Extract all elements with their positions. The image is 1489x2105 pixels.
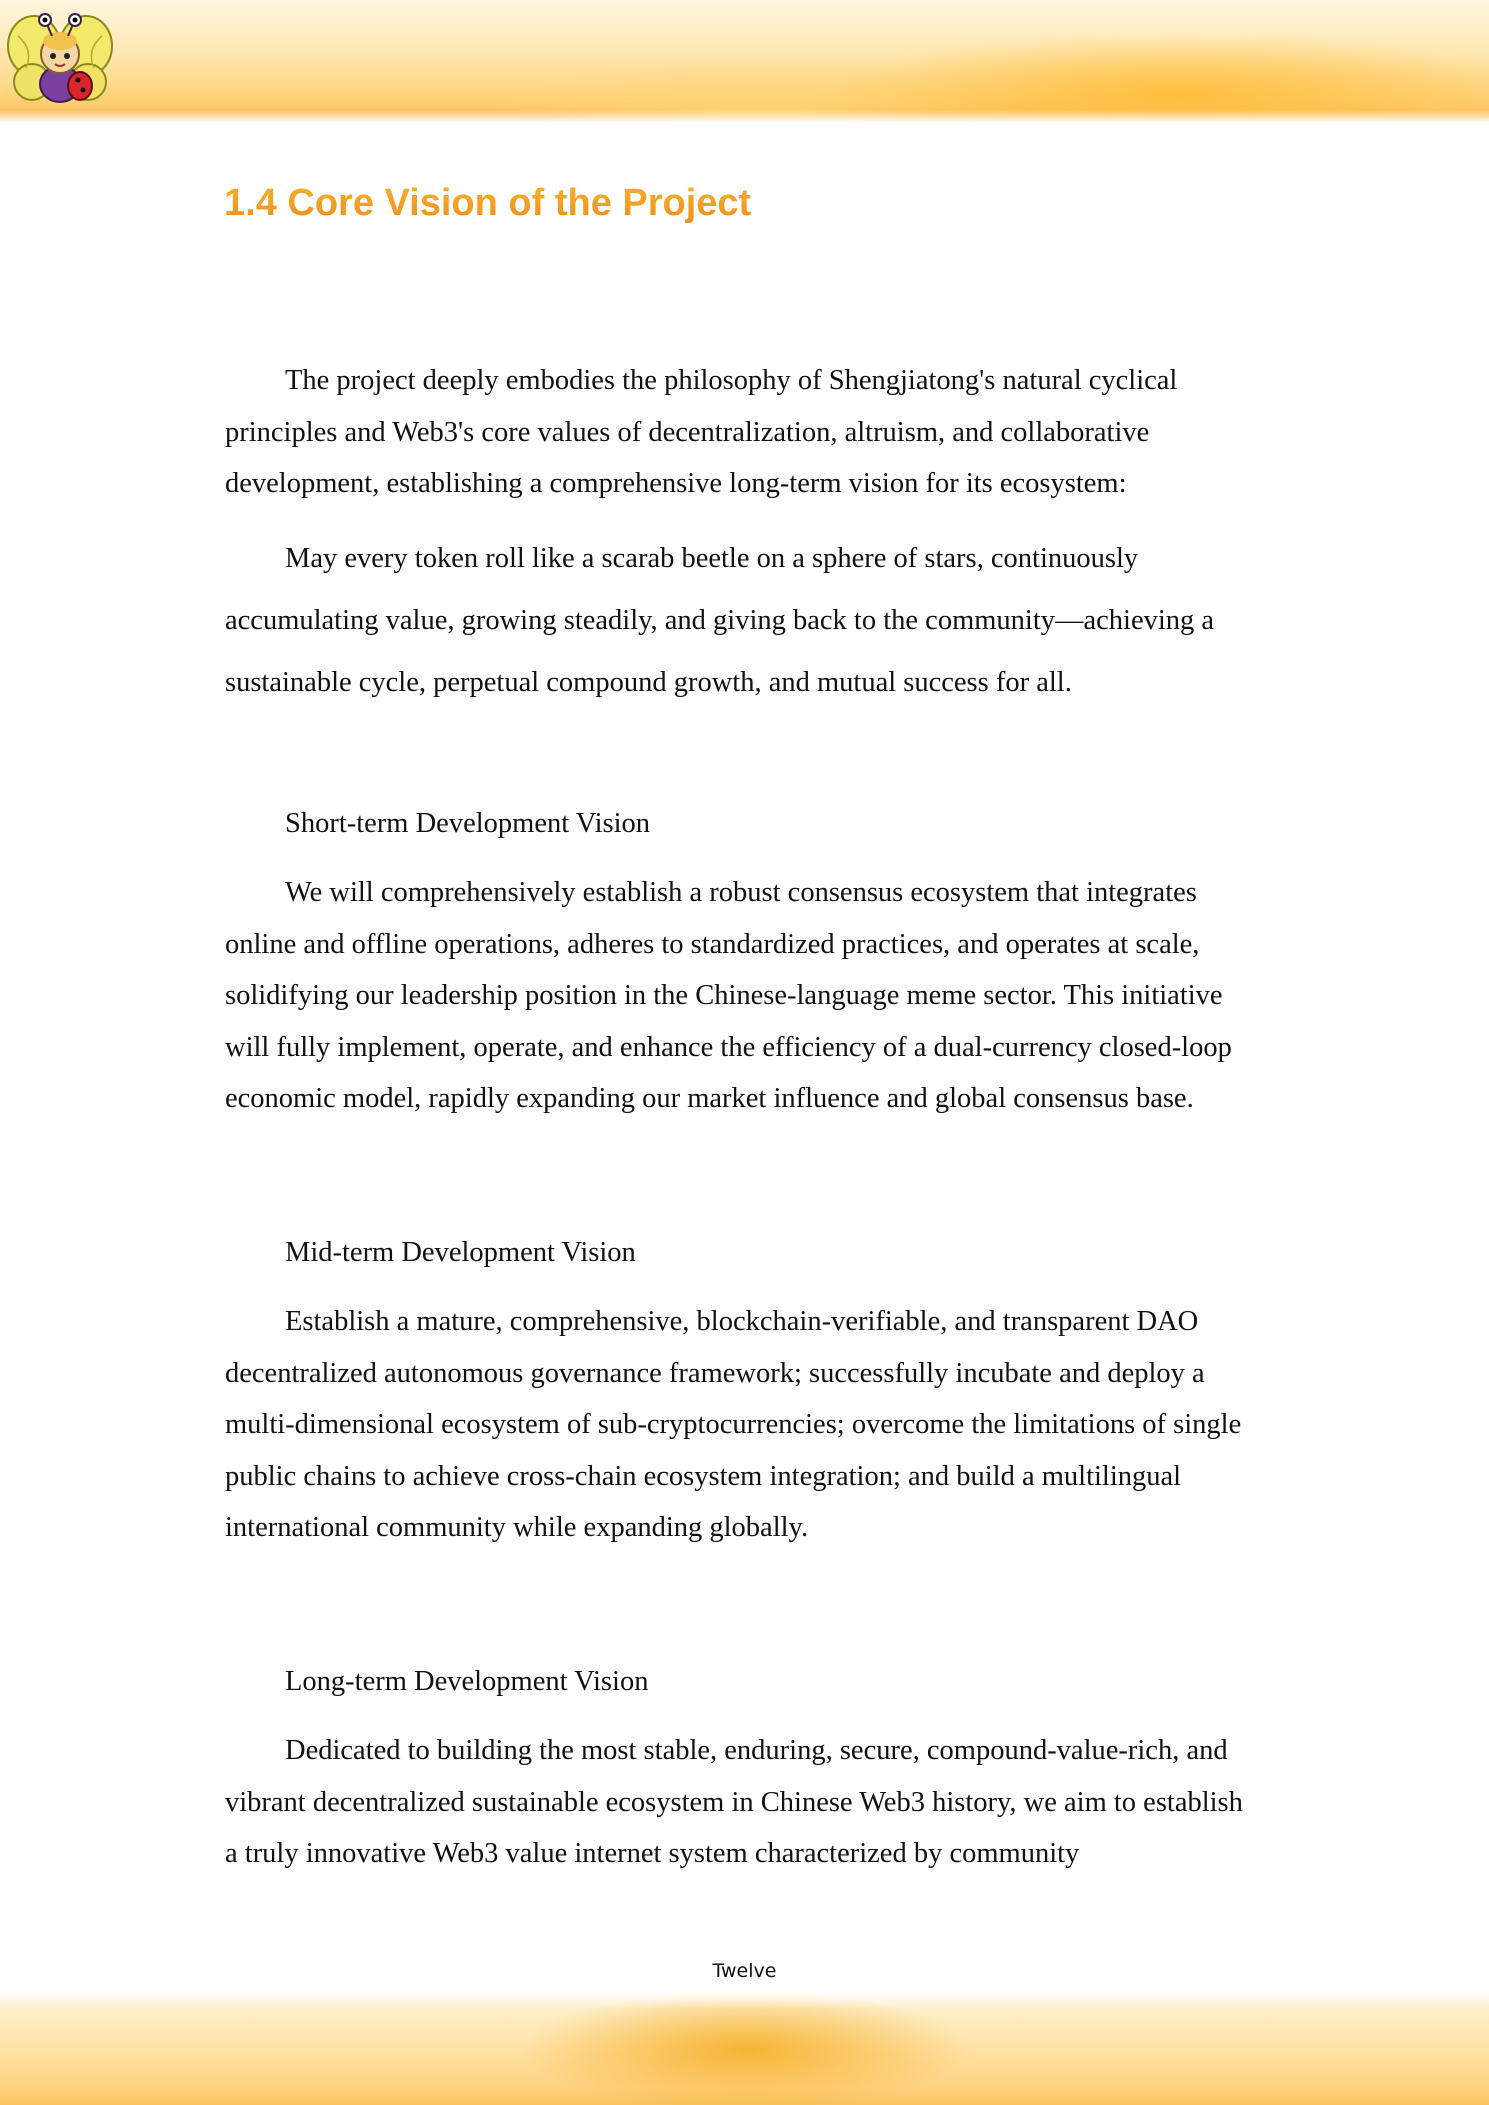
mid-term-paragraph: Establish a mature, comprehensive, blockchain-verifiable, and transparent DAO decentralized autonomous governance framework; successfully incubate and deploy a multi-dimensional ecosystem of sub-cryptocurrencies; overcome the limitations of single public chains to achieve cross-chain ecosystem integration; and build a multilingual international community while expanding globally. bbox=[225, 1306, 1242, 1543]
long-term-heading: Long-term Development Vision bbox=[285, 1665, 649, 1697]
footer-banner bbox=[0, 1990, 1489, 2105]
header-banner bbox=[0, 0, 1489, 122]
mid-term-heading: Mid-term Development Vision bbox=[285, 1236, 636, 1268]
motto-paragraph: May every token roll like a scarab beetle on a sphere of stars, continuously accumulating value, growing steadily, and giving back to the community—achieving a sustainable cycle, perpetual compound growth, and mutual success for all. bbox=[225, 542, 1215, 698]
page-number: Twelve bbox=[712, 1960, 777, 1982]
document-body bbox=[225, 355, 1260, 1898]
section-title: 1.4 Core Vision of the Project bbox=[224, 178, 751, 228]
short-term-paragraph: We will comprehensively establish a robust consensus ecosystem that integrates online and offline operations, adheres to standardized practices, and operates at scale, solidifying our leadership position in the Chinese-language meme sector. This initiative will fully implement, operate, and enhance the efficiency of a dual-currency closed-loop economic model, rapidly expanding our market influence and global consensus base. bbox=[225, 877, 1232, 1114]
short-term-heading: Short-term Development Vision bbox=[285, 807, 651, 839]
long-term-paragraph: Dedicated to building the most stable, enduring, secure, compound-value-rich, and vibrant decentralized sustainable ecosystem in Chinese Web3 history, we aim to establish a truly innovative Web3 value internet system characterized by community bbox=[225, 1735, 1243, 1869]
butterfly-ladybug-mascot-icon bbox=[4, 6, 116, 108]
intro-paragraph: The project deeply embodies the philosophy of Shengjiatong's natural cyclical principles and Web3's core values of decentralization, altruism, and collaborative development, establishing a comprehensive long-term vision for its ecosystem: bbox=[225, 365, 1178, 499]
